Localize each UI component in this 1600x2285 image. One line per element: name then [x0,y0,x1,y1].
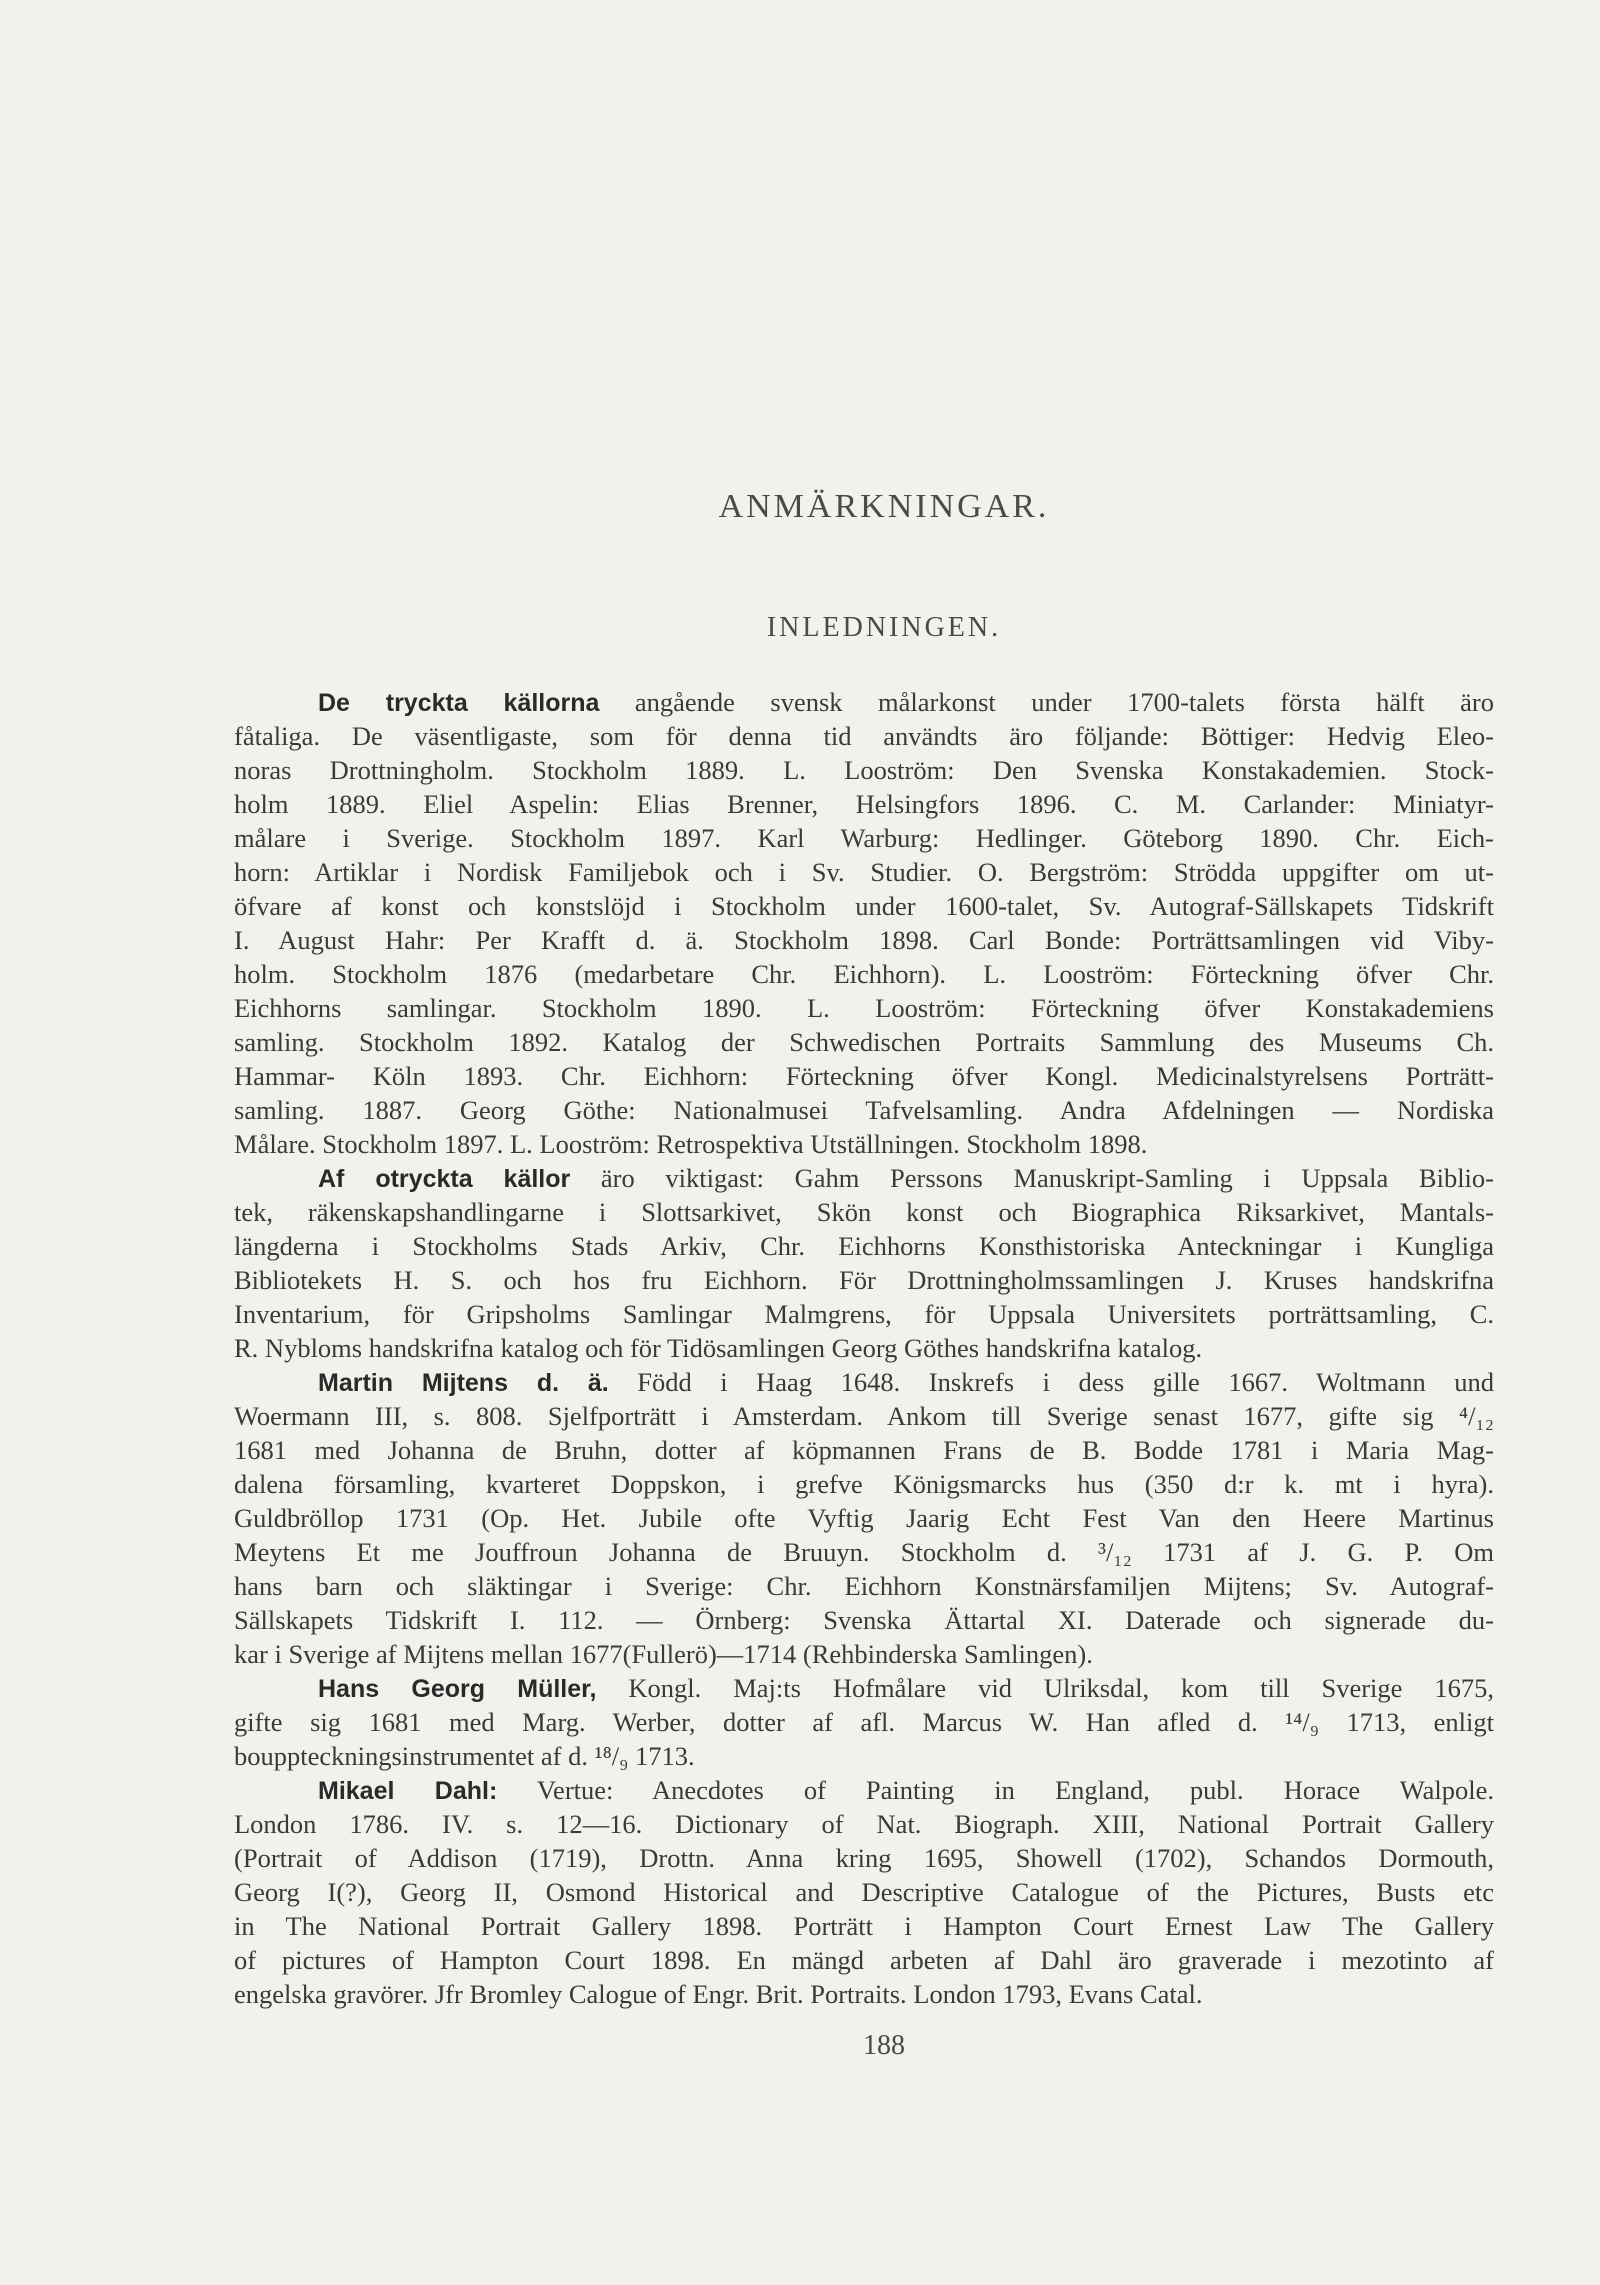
text-line [234,1569,1494,1603]
line-text: Woermann III, s. 808. Sjelfporträtt i Amsterdam. Ankom till Sverige senast 1677, gifte sig ⁴/₁₂ [234,1401,1494,1431]
line-text: tek, räkenskapshandlingarne i Slottsarkivet, Skön konst och Biographica Riksarkivet, Mantals- [234,1197,1494,1227]
line-text: Bibliotekets H. S. och hos fru Eichhorn. För Drottningholmssamlingen J. Kruses handskrifna [234,1265,1494,1295]
line-text: angående svensk målarkonst under 1700-talets första hälft äro [599,687,1494,717]
text-line [234,1807,1494,1841]
paragraph-first-line [234,1365,1494,1399]
line-text: Meytens Et me Jouffroun Johanna de Bruuyn. Stockholm d. ³/₁₂ 1731 af J. G. P. Om [234,1537,1494,1567]
paragraph-lead: Hans Georg Müller, [318,1675,597,1703]
page-number: 188 [863,2030,905,2061]
line-text: engelska gravörer. Jfr Bromley Calogue of Engr. Brit. Portraits. London 1793, Evans Catal. [234,1979,1203,2009]
text-line [234,1603,1494,1637]
text-line [234,1467,1494,1501]
text-line [234,1943,1494,1977]
line-text: holm. Stockholm 1876 (medarbetare Chr. Eichhorn). L. Looström: Förteckning öfver Chr. [234,959,1494,989]
paragraph-lead: Martin Mijtens d. ä. [318,1369,609,1397]
text-line [234,1841,1494,1875]
text-line [234,1705,1494,1739]
line-text: kar i Sverige af Mijtens mellan 1677(Fullerö)—1714 (Rehbinderska Samlingen). [234,1639,1093,1669]
line-text: R. Nybloms handskrifna katalog och för Tidösamlingen Georg Göthes handskrifna katalog. [234,1333,1203,1363]
text-line [234,957,1494,991]
line-text: Georg I(?), Georg II, Osmond Historical and Descriptive Catalogue of the Pictures, Busts etc [234,1877,1494,1907]
paragraph-first-line [234,1161,1494,1195]
line-text: holm 1889. Eliel Aspelin: Elias Brenner, Helsingfors 1896. C. M. Carlander: Miniatyr- [234,789,1494,819]
text-line [234,719,1494,753]
line-text: bouppteckningsinstrumentet af d. ¹⁸/₉ 1713. [234,1741,695,1771]
text-line [234,1093,1494,1127]
text-line [234,1535,1494,1569]
line-text: Inventarium, för Gripsholms Samlingar Malmgrens, för Uppsala Universitets porträttsamling, C. [234,1299,1494,1329]
line-text: hans barn och släktingar i Sverige: Chr. Eichhorn Konstnärsfamiljen Mijtens; Sv. Autograf- [234,1571,1494,1601]
text-line [234,787,1494,821]
paragraph-lead: Af otryckta källor [318,1165,571,1193]
line-text: Guldbröllop 1731 (Op. Het. Jubile ofte Vyftig Jaarig Echt Fest Van den Heere Martinus [234,1503,1494,1533]
line-text: of pictures of Hampton Court 1898. En mängd arbeten af Dahl äro graverade i mezotinto af [234,1945,1494,1975]
text-line [234,1059,1494,1093]
line-text: 1681 med Johanna de Bruhn, dotter af köpmannen Frans de B. Bodde 1781 i Maria Mag- [234,1435,1494,1465]
text-line [234,1637,1494,1671]
line-text: in The National Portrait Gallery 1898. Porträtt i Hampton Court Ernest Law The Gallery [234,1911,1494,1941]
text-line [234,1127,1494,1161]
text-line [234,1399,1494,1433]
line-text: fåtaliga. De väsentligaste, som för denna tid användts äro följande: Böttiger: Hedvig Eleo- [234,721,1494,751]
line-text: horn: Artiklar i Nordisk Familjebok och i Sv. Studier. O. Bergström: Strödda uppgifter om ut- [234,857,1494,887]
text-line [234,1977,1494,2011]
line-text: Vertue: Anecdotes of Painting in England, publ. Horace Walpole. [497,1775,1495,1805]
text-line [234,1297,1494,1331]
text-line [234,1331,1494,1365]
line-text: I. August Hahr: Per Krafft d. ä. Stockholm 1898. Carl Bonde: Porträttsamlingen vid Viby- [234,925,1494,955]
text-line [234,1025,1494,1059]
paragraph-first-line [234,685,1494,719]
line-text: Eichhorns samlingar. Stockholm 1890. L. Looström: Förteckning öfver Konstakademiens [234,993,1494,1023]
line-text: Kongl. Maj:ts Hofmålare vid Ulriksdal, kom till Sverige 1675, [596,1673,1494,1703]
line-text: London 1786. IV. s. 12—16. Dictionary of Nat. Biograph. XIII, National Portrait Gallery [234,1809,1494,1839]
body-text [234,685,1494,2011]
text-line [234,1433,1494,1467]
text-line [234,855,1494,889]
paragraph-lead: Mikael Dahl: [318,1777,498,1805]
line-text: Målare. Stockholm 1897. L. Looström: Retrospektiva Utställningen. Stockholm 1898. [234,1129,1148,1159]
paragraph-first-line [234,1671,1494,1705]
text-line [234,1501,1494,1535]
paragraph-first-line [234,1773,1494,1807]
text-line [234,753,1494,787]
text-line [234,1229,1494,1263]
line-text: längderna i Stockholms Stads Arkiv, Chr. Eichhorns Konsthistoriska Anteckningar i Kungliga [234,1231,1494,1261]
text-line [234,923,1494,957]
text-line [234,1263,1494,1297]
paragraph-lead: De tryckta källorna [318,689,600,717]
text-line [234,1909,1494,1943]
line-text: samling. Stockholm 1892. Katalog der Schwedischen Portraits Sammlung des Museums Ch. [234,1027,1494,1057]
text-line [234,991,1494,1025]
text-line [234,821,1494,855]
line-text: Född i Haag 1648. Inskrefs i dess gille 1667. Woltmann und [608,1367,1495,1397]
text-line [234,1875,1494,1909]
line-text: (Portrait of Addison (1719), Drottn. Anna kring 1695, Showell (1702), Schandos Dormouth, [234,1843,1494,1873]
page-title: ANMÄRKNINGAR. [718,488,1050,525]
text-line [234,1739,1494,1773]
text-line [234,889,1494,923]
line-text: öfvare af konst och konstslöjd i Stockholm under 1600-talet, Sv. Autograf-Sällskapets Tidskrift [234,891,1494,921]
text-line [234,1195,1494,1229]
line-text: Hammar- Köln 1893. Chr. Eichhorn: Förteckning öfver Kongl. Medicinalstyrelsens Porträtt- [234,1061,1494,1091]
line-text: samling. 1887. Georg Göthe: Nationalmusei Tafvelsamling. Andra Afdelningen — Nordiska [234,1095,1494,1125]
line-text: gifte sig 1681 med Marg. Werber, dotter af afl. Marcus W. Han afled d. ¹⁴/₉ 1713, enligt [234,1707,1494,1737]
section-title: INLEDNINGEN. [766,612,1002,643]
line-text: dalena församling, kvarteret Doppskon, i grefve Königsmarcks hus (350 d:r k. mt i hyra). [234,1469,1494,1499]
line-text: målare i Sverige. Stockholm 1897. Karl Warburg: Hedlinger. Göteborg 1890. Chr. Eich- [234,823,1494,853]
line-text: Sällskapets Tidskrift I. 112. — Örnberg: Svenska Ättartal XI. Daterade och signerade du- [234,1605,1494,1635]
line-text: noras Drottningholm. Stockholm 1889. L. Looström: Den Svenska Konstakademien. Stock- [234,755,1494,785]
line-text: äro viktigast: Gahm Perssons Manuskript-Samling i Uppsala Biblio- [570,1163,1494,1193]
